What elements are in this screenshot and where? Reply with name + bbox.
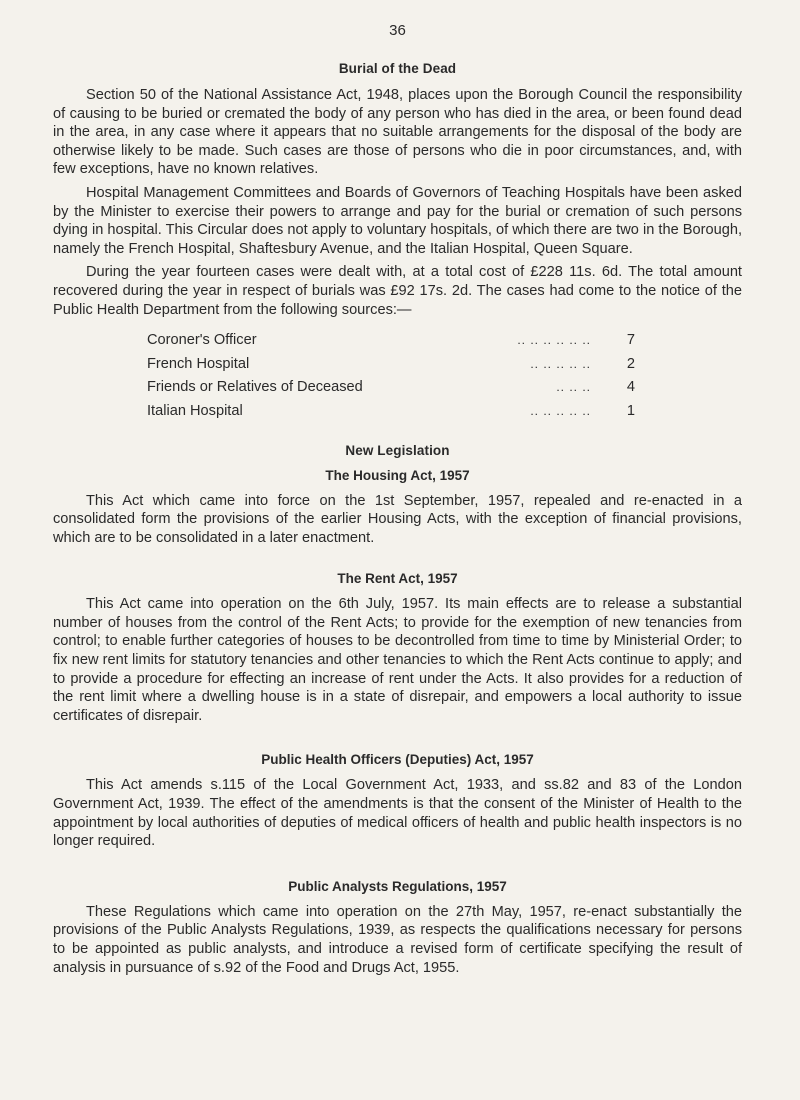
source-count: 7 — [626, 332, 635, 349]
public-health-officers-heading: Public Health Officers (Deputies) Act, 1957 — [261, 752, 534, 768]
source-row-french-hospital — [147, 355, 635, 374]
burial-paragraph-1: Section 50 of the National Assistance Act, 1948, places upon the Borough Council the responsibility of causing to be buried or cremated the body of any person who has died in the area, or been found dead in the area, in any case where it appears that no suitable arrangements for the disposal of the body are otherwise likely to be made. Such cases are those of persons who die in poor circumstances, and, with few exceptions, have no known relatives. — [53, 87, 742, 178]
sources-list — [147, 331, 635, 420]
source-name: Friends or Relatives of Deceased — [147, 379, 363, 396]
page-number: 36 — [389, 22, 406, 39]
leader-dots: .. .. .. — [556, 380, 591, 395]
burial-paragraph-3: During the year fourteen cases were dealt with, at a total cost of £228 11s. 6d. The total amount recovered during the year in respect of burials was £92 17s. 2d. The cases had come to the notice of the Public Health Department from the following sources:— — [53, 264, 742, 318]
public-health-officers-paragraph: This Act amends s.115 of the Local Government Act, 1933, and ss.82 and 83 of the London Government Act, 1939. The effect of the amendments is that the consent of the Minister of Health to the appointment by local authorities of deputies of medical officers of health and public health inspectors is no longer required. — [53, 777, 742, 850]
public-health-officers-subsection — [53, 752, 742, 850]
public-analysts-paragraph: These Regulations which came into operation on the 27th May, 1957, re-enact substantially the provisions of the Public Analysts Regulations, 1939, as respects the qualifications necessary for persons to be appointed as public analysts, and introduce a revised form of certificate specifying the result of analysis in pursuance of s.92 of the Food and Drugs Act, 1955. — [53, 903, 742, 976]
source-row-italian-hospital — [147, 402, 635, 421]
source-count: 1 — [626, 402, 635, 419]
source-count: 4 — [626, 379, 635, 396]
source-count: 2 — [626, 355, 635, 372]
source-name: Coroner's Officer — [147, 332, 257, 349]
source-name: Italian Hospital — [147, 402, 243, 419]
housing-act-paragraph: This Act which came into force on the 1st September, 1957, repealed and re-enacted in a consolidated form the provisions of the earlier Housing Acts, with the exception of financial provisions, which are to be consolidated in a later enactment. — [53, 492, 742, 546]
public-analysts-heading: Public Analysts Regulations, 1957 — [288, 878, 507, 894]
burial-paragraph-2: Hospital Management Committees and Boards of Governors of Teaching Hospitals have been asked by the Minister to exercise their powers to arrange and pay for the burial or cremation of such persons dying in hospital. This Circular does not apply to voluntary hospitals, of which there are two in the Borough, namely the French Hospital, Shaftesbury Avenue, and the Italian Hospital, Queen Square. — [53, 184, 742, 257]
rent-act-heading: The Rent Act, 1957 — [337, 571, 458, 587]
leader-dots: .. .. .. .. .. .. — [517, 333, 591, 348]
public-analysts-subsection — [53, 879, 742, 977]
burial-heading: Burial of the Dead — [338, 61, 457, 76]
housing-act-heading: The Housing Act, 1957 — [325, 467, 470, 483]
source-row-friends-relatives — [147, 378, 635, 397]
burial-section — [53, 61, 742, 421]
leader-dots: .. .. .. .. .. — [530, 403, 591, 418]
leader-dots: .. .. .. .. .. — [530, 356, 591, 371]
new-legislation-heading: New Legislation — [345, 442, 450, 458]
source-name: French Hospital — [147, 355, 250, 372]
new-legislation-section — [53, 443, 742, 978]
rent-act-paragraph: This Act came into operation on the 6th July, 1957. Its main effects are to release a substantial number of houses from the control of the Rent Acts; to provide for the exemption of new tenancies from control; to enable further categories of houses to be decontrolled from time to time by Ministerial Order; to fix new rent limits for statutory tenancies and other tenancies to which the Rent Acts continue to apply; and to provide a procedure for effecting an increase of rent under the Acts. It also provides for a reduction of the rent limit where a dwelling house is in a state of disrepair, and empowers a local authority to issue certificates of disrepair. — [53, 596, 742, 724]
source-row-coroners-officer — [147, 331, 635, 350]
rent-act-subsection — [53, 571, 742, 725]
housing-act-subsection — [53, 468, 742, 548]
